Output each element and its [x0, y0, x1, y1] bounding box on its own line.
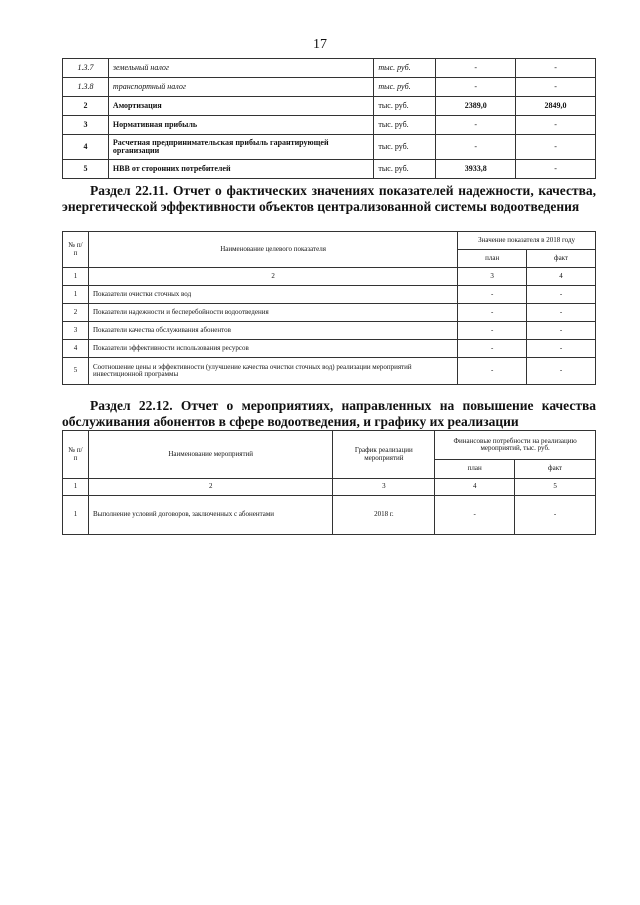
row-fact: -: [516, 116, 596, 135]
row-unit: тыс. руб.: [374, 160, 436, 179]
table-row: [63, 116, 596, 135]
row-fact: 2849,0: [516, 97, 596, 116]
row-name: Соотношение цены и эффективности (улучшение качества очистки сточных вод) реализации мероприятий инвестиционной программы: [88, 358, 457, 385]
row-fact: -: [527, 286, 596, 304]
row-fact: -: [516, 160, 596, 179]
table-row: [63, 286, 596, 304]
column-index: 2: [88, 479, 332, 496]
row-unit: тыс. руб.: [374, 97, 436, 116]
row-plan: -: [436, 59, 516, 78]
col-value-header: Значение показателя в 2018 году: [458, 232, 596, 250]
row-number: 3: [63, 322, 89, 340]
table-row: [63, 135, 596, 160]
column-index: 4: [435, 479, 515, 496]
row-number: 1.3.7: [63, 59, 109, 78]
column-index-row: [63, 479, 596, 496]
column-index-row: [63, 268, 596, 286]
col-plan-header: план: [435, 460, 515, 479]
col-num-header: № п/п: [63, 232, 89, 268]
column-index: 3: [333, 479, 435, 496]
row-plan: -: [458, 304, 527, 322]
row-unit: тыс. руб.: [374, 59, 436, 78]
row-name: НВВ от сторонних потребителей: [108, 160, 373, 179]
table-row: [63, 78, 596, 97]
table-row: [63, 160, 596, 179]
finance-table: [62, 58, 596, 179]
row-fact: -: [527, 340, 596, 358]
row-fact: -: [516, 78, 596, 97]
row-number: 5: [63, 160, 109, 179]
table-row: [63, 358, 596, 385]
row-fact: -: [527, 322, 596, 340]
row-plan: -: [436, 78, 516, 97]
col-fact-header: факт: [515, 460, 596, 479]
row-number: 5: [63, 358, 89, 385]
table-row: [63, 97, 596, 116]
row-number: 1: [63, 286, 89, 304]
row-plan: -: [458, 340, 527, 358]
col-schedule-header: График реализации мероприятий: [333, 431, 435, 479]
section-22-12-heading: Раздел 22.12. Отчет о мероприятиях, направленных на повышение качества обслуживания абонентов в сфере водоотведения, и графику их реализации: [62, 398, 596, 429]
col-fin-header: Финансовые потребности на реализацию мероприятий, тыс. руб.: [435, 431, 596, 460]
table-row: [63, 59, 596, 78]
table-row: [63, 340, 596, 358]
row-number: 3: [63, 116, 109, 135]
row-number: 1.3.8: [63, 78, 109, 97]
row-name: транспортный налог: [108, 78, 373, 97]
column-index: 1: [63, 479, 89, 496]
table-header-row: [63, 232, 596, 250]
row-fact: -: [515, 496, 596, 535]
row-name: Расчетная предпринимательская прибыль гарантирующей организации: [108, 135, 373, 160]
row-name: Показатели эффективности использования ресурсов: [88, 340, 457, 358]
row-schedule: 2018 г.: [333, 496, 435, 535]
table-row: [63, 304, 596, 322]
row-name: Показатели надежности и бесперебойности водоотведения: [88, 304, 457, 322]
table-header-row: [63, 431, 596, 460]
col-name-header: Наименование мероприятий: [88, 431, 332, 479]
col-num-header: № п/п: [63, 431, 89, 479]
row-name: Выполнение условий договоров, заключенных с абонентами: [88, 496, 332, 535]
row-number: 2: [63, 97, 109, 116]
column-index: 2: [88, 268, 457, 286]
row-plan: -: [458, 358, 527, 385]
measures-table: [62, 430, 596, 535]
col-plan-header: план: [458, 250, 527, 268]
row-fact: -: [527, 304, 596, 322]
indicators-table: [62, 231, 596, 385]
row-plan: -: [458, 322, 527, 340]
row-plan: -: [436, 135, 516, 160]
row-unit: тыс. руб.: [374, 135, 436, 160]
column-index: 5: [515, 479, 596, 496]
table-row: [63, 496, 596, 535]
row-fact: -: [527, 358, 596, 385]
row-name: Амортизация: [108, 97, 373, 116]
row-number: 4: [63, 340, 89, 358]
row-plan: -: [436, 116, 516, 135]
row-unit: тыс. руб.: [374, 78, 436, 97]
row-fact: -: [516, 59, 596, 78]
row-number: 1: [63, 496, 89, 535]
section-22-11-heading: Раздел 22.11. Отчет о фактических значениях показателей надежности, качества, энергетической эффективности объектов централизованной системы водоотведения: [62, 183, 596, 214]
row-plan: 2389,0: [436, 97, 516, 116]
row-number: 4: [63, 135, 109, 160]
column-index: 1: [63, 268, 89, 286]
row-name: земельный налог: [108, 59, 373, 78]
row-plan: 3933,8: [436, 160, 516, 179]
row-name: Показатели качества обслуживания абонентов: [88, 322, 457, 340]
row-name: Показатели очистки сточных вод: [88, 286, 457, 304]
col-name-header: Наименование целевого показателя: [88, 232, 457, 268]
row-plan: -: [458, 286, 527, 304]
column-index: 3: [458, 268, 527, 286]
col-fact-header: факт: [527, 250, 596, 268]
row-fact: -: [516, 135, 596, 160]
row-name: Нормативная прибыль: [108, 116, 373, 135]
row-unit: тыс. руб.: [374, 116, 436, 135]
table-row: [63, 322, 596, 340]
row-plan: -: [435, 496, 515, 535]
page-number: 17: [313, 37, 327, 52]
row-number: 2: [63, 304, 89, 322]
column-index: 4: [527, 268, 596, 286]
